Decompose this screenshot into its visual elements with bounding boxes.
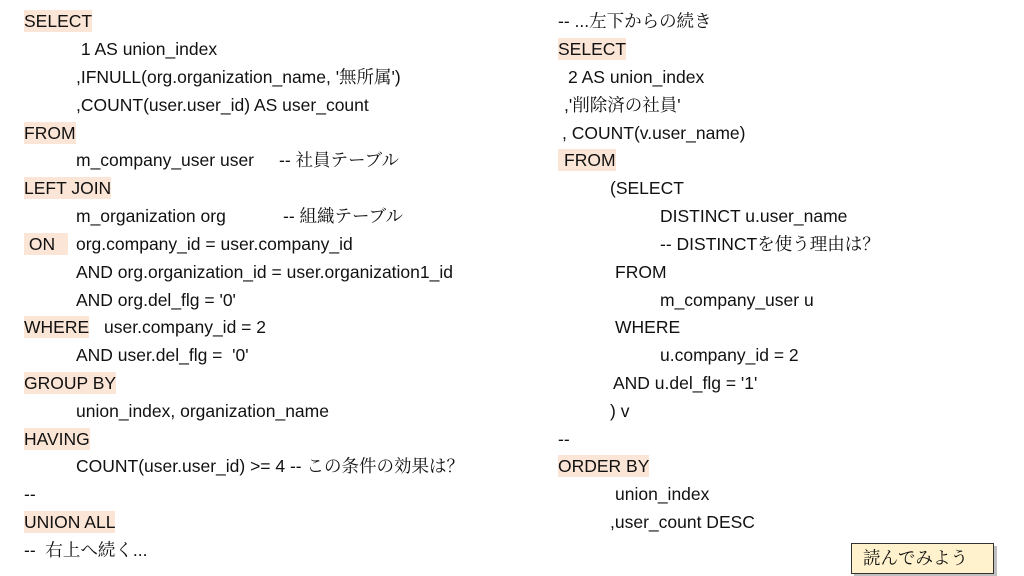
code-line: ) v (610, 401, 630, 421)
code-line: WHERE (615, 317, 681, 337)
kw-from: FROM (558, 149, 616, 171)
code-line: AND u.del_flg = '1' (613, 373, 758, 393)
code-line: DISTINCT u.user_name (660, 206, 848, 226)
code-line: FROM (615, 262, 667, 282)
code-line: union_index (615, 484, 710, 504)
code-line: ,COUNT(user.user_id) AS user_count (76, 95, 369, 115)
code-line: org.company_id = user.company_id (76, 234, 353, 254)
code-line: user.company_id = 2 (104, 317, 266, 337)
kw-on: ON (24, 233, 68, 255)
code-line: m_organization org (76, 206, 226, 226)
read-note-box: 読んでみよう (851, 543, 994, 574)
kw-select: SELECT (558, 39, 627, 59)
code-line: m_company_user user (76, 150, 254, 170)
kw-having: HAVING (24, 429, 90, 449)
code-line: AND org.organization_id = user.organization1_id (76, 262, 453, 282)
code-line: 1 AS union_index (76, 39, 218, 59)
code-line: COUNT(user.user_id) >= 4 -- この条件の効果は？ (76, 456, 464, 476)
code-line: AND org.del_flg = '0' (76, 290, 236, 310)
code-comment: -- 組織テーブル (283, 206, 403, 226)
code-line: m_company_user u (660, 290, 814, 310)
code-line: ,'削除済の社員' (564, 95, 681, 115)
code-line: 2 AS union_index (568, 67, 705, 87)
code-line: ,user_count DESC (610, 512, 755, 532)
code-comment: -- 社員テーブル (279, 150, 399, 170)
code-comment: -- ...左下からの続き (558, 11, 712, 31)
code-line: AND user.del_flg = '0' (76, 345, 249, 365)
code-line: u.company_id = 2 (660, 345, 799, 365)
code-line: union_index, organization_name (76, 401, 329, 421)
kw-from: FROM (24, 123, 76, 143)
kw-where: WHERE (24, 317, 90, 337)
code-line: , COUNT(v.user_name) (562, 123, 746, 143)
code-comment: -- 右上へ続く... (24, 540, 148, 560)
kw-union-all: UNION ALL (24, 512, 116, 532)
kw-order-by: ORDER BY (558, 456, 650, 476)
code-comment: -- DISTINCTを使う理由は？ (660, 234, 880, 254)
code-comment: -- (558, 429, 570, 449)
kw-select: SELECT (24, 11, 93, 31)
code-line: ,IFNULL(org.organization_name, '無所属') (76, 67, 401, 87)
kw-group-by: GROUP BY (24, 373, 117, 393)
kw-left-join: LEFT JOIN (24, 178, 112, 198)
code-comment: -- (24, 484, 36, 504)
code-line: (SELECT (610, 178, 684, 198)
